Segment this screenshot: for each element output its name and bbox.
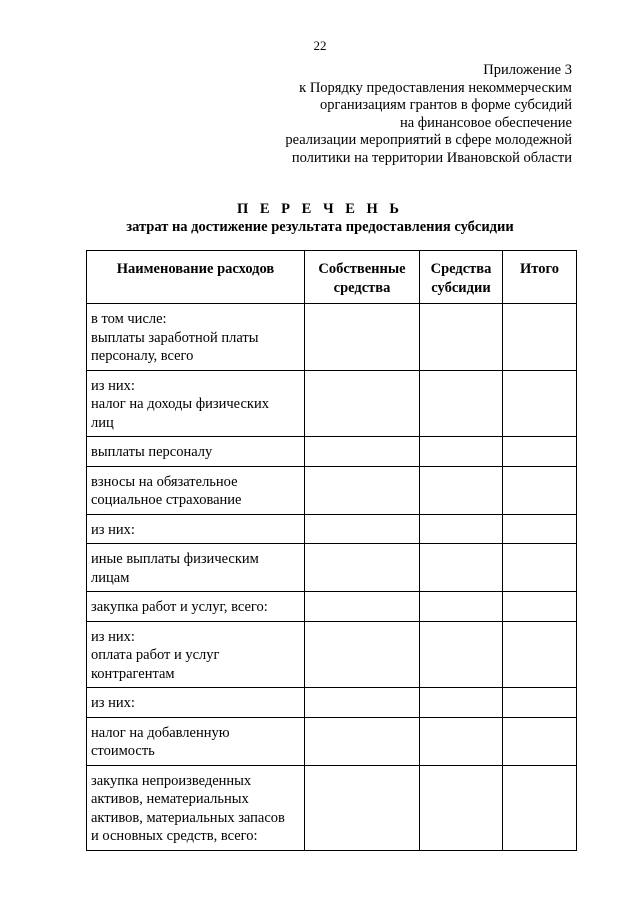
expense-name-cell: закупка непроизведенных активов, нематериальных активов, материальных запасов и основных средств, всего: (87, 765, 305, 850)
table-row (87, 621, 577, 688)
table-row (87, 437, 577, 467)
own-funds-cell (305, 765, 420, 850)
subsidy-funds-cell (420, 370, 503, 437)
appendix-line: к Порядку предоставления некоммерческим (299, 79, 572, 96)
total-cell (503, 437, 577, 467)
subsidy-funds-cell (420, 688, 503, 718)
expense-name-cell: закупка работ и услуг, всего: (87, 592, 305, 622)
total-cell (503, 765, 577, 850)
subsidy-funds-cell (420, 437, 503, 467)
expense-name-cell: взносы на обязательное социальное страхование (87, 466, 305, 514)
subsidy-funds-cell (420, 592, 503, 622)
subsidy-funds-cell (420, 466, 503, 514)
header-own-funds: Собственные средства (305, 251, 420, 304)
total-cell (503, 717, 577, 765)
expense-name-cell: из них: налог на доходы физических лиц (87, 370, 305, 437)
expense-name-cell: выплаты персоналу (87, 437, 305, 467)
subsidy-funds-cell (420, 717, 503, 765)
subsidy-funds-cell (420, 544, 503, 592)
own-funds-cell (305, 304, 420, 371)
subsidy-funds-cell (420, 765, 503, 850)
expense-name-cell: из них: оплата работ и услуг контрагентам (87, 621, 305, 688)
total-cell (503, 514, 577, 544)
header-expense-name: Наименование расходов (87, 251, 305, 304)
table-row (87, 466, 577, 514)
own-funds-cell (305, 466, 420, 514)
table-row (87, 304, 577, 371)
appendix-header (152, 62, 572, 167)
total-cell (503, 621, 577, 688)
table-row (87, 592, 577, 622)
subsidy-funds-cell (420, 621, 503, 688)
appendix-line: на финансовое обеспечение (399, 114, 572, 131)
table-row (87, 370, 577, 437)
own-funds-cell (305, 437, 420, 467)
total-cell (503, 370, 577, 437)
table-row (87, 765, 577, 850)
appendix-line: Приложение 3 (483, 62, 572, 78)
own-funds-cell (305, 544, 420, 592)
appendix-line: реализации мероприятий в сфере молодежной (285, 132, 572, 148)
page-number: 22 (313, 38, 327, 53)
own-funds-cell (305, 514, 420, 544)
total-cell (503, 688, 577, 718)
expense-name-cell: в том числе: выплаты заработной платы персоналу, всего (87, 304, 305, 371)
total-cell (503, 304, 577, 371)
table-row (87, 717, 577, 765)
expense-name-cell: из них: (87, 514, 305, 544)
own-funds-cell (305, 370, 420, 437)
table-row (87, 688, 577, 718)
header-total: Итого (503, 251, 577, 304)
subsidy-funds-cell (420, 304, 503, 371)
own-funds-cell (305, 717, 420, 765)
table-row (87, 544, 577, 592)
title-heading: П Е Р Е Ч Е Н Ь (236, 201, 404, 217)
total-cell (503, 544, 577, 592)
subsidy-funds-cell (420, 514, 503, 544)
expense-name-cell: налог на добавленную стоимость (87, 717, 305, 765)
expenses-table (86, 250, 577, 851)
header-subsidy-funds: Средства субсидии (420, 251, 503, 304)
own-funds-cell (305, 688, 420, 718)
total-cell (503, 592, 577, 622)
own-funds-cell (305, 621, 420, 688)
appendix-line: политики на территории Ивановской области (291, 149, 572, 166)
table-header-row (87, 251, 577, 304)
appendix-line: организациям грантов в форме субсидий (320, 97, 572, 113)
expense-name-cell: иные выплаты физическим лицам (87, 544, 305, 592)
title-subheading: затрат на достижение результата предоставления субсидии (126, 219, 514, 235)
table-row (87, 514, 577, 544)
document-title (0, 200, 640, 236)
own-funds-cell (305, 592, 420, 622)
expense-name-cell: из них: (87, 688, 305, 718)
total-cell (503, 466, 577, 514)
